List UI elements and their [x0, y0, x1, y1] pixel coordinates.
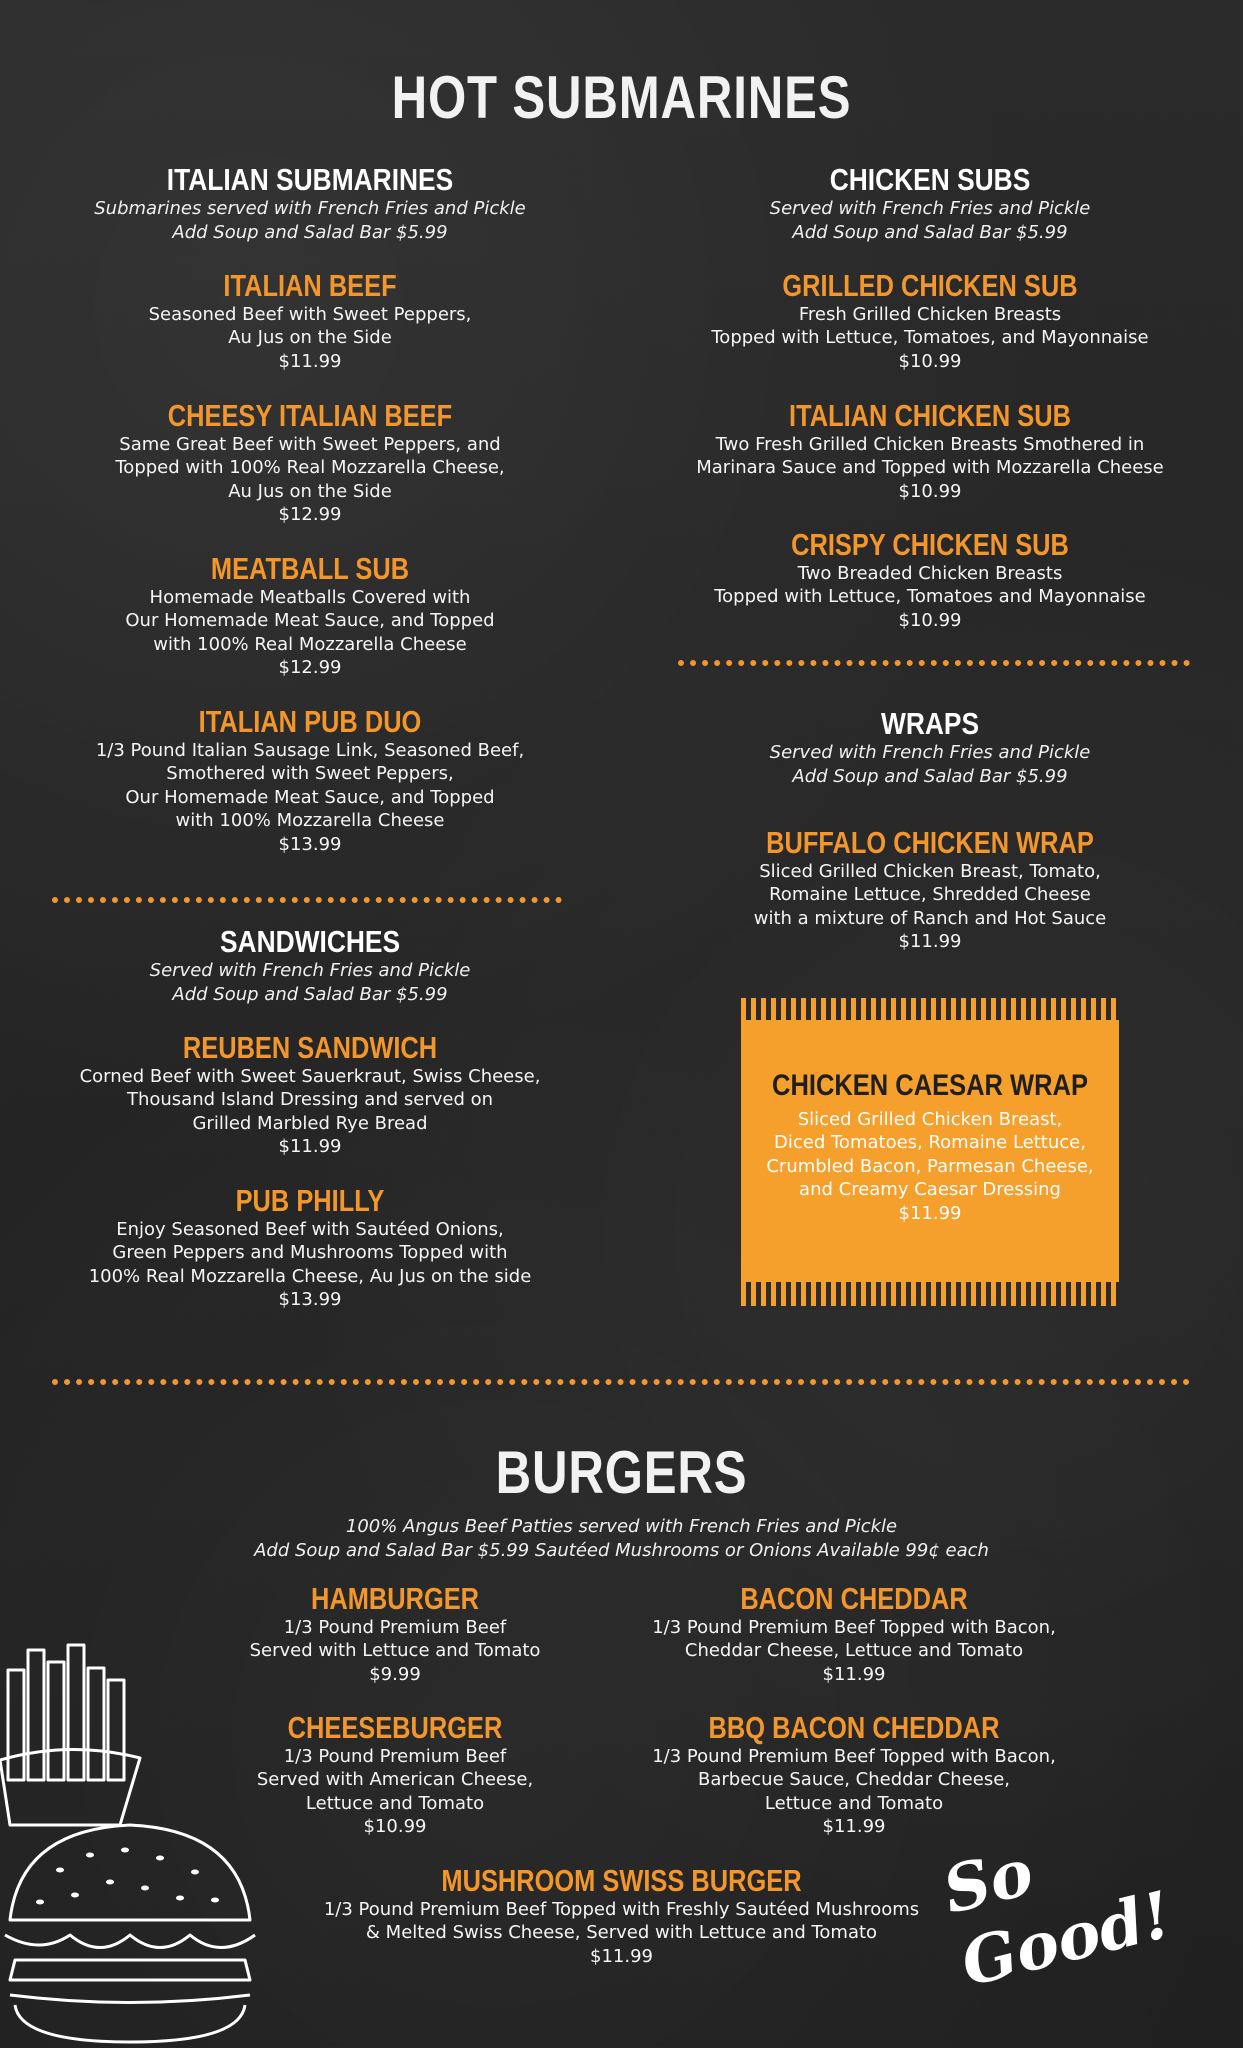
burger-illustration: [0, 1810, 275, 2048]
item-description: Two Fresh Grilled Chicken Breasts Smothered in Marinara Sauce and Topped with Mozzarella Cheese: [696, 433, 1164, 479]
menu-item: [670, 400, 1190, 503]
featured-item-panel: [741, 1020, 1119, 1282]
section-title: CHICKEN SUBS: [829, 162, 1031, 197]
item-name: ITALIAN BEEF: [223, 268, 397, 303]
menu-item: [50, 553, 570, 680]
section-note: Served with French Fries and Pickle: [769, 741, 1091, 763]
item-price: $13.99: [278, 833, 342, 855]
section-note: Add Soup and Salad Bar $5.99: [172, 983, 448, 1005]
item-name: PUB PHILLY: [235, 1183, 385, 1218]
item-description: Homemade Meatballs Covered with Our Homemade Meat Sauce, and Topped with 100% Real Mozzarella Cheese: [125, 586, 495, 655]
item-description: Two Breaded Chicken Breasts Topped with Lettuce, Tomatoes and Mayonnaise: [714, 562, 1146, 608]
item-description: 1/3 Pound Premium Beef Topped with Freshly Sautéed Mushrooms & Melted Swiss Cheese, Served with Lettuce and Tomato: [323, 1898, 920, 1944]
section-note: Add Soup and Salad Bar $5.99: [792, 221, 1068, 243]
item-name: CRISPY CHICKEN SUB: [791, 527, 1069, 562]
item-name: HAMBURGER: [310, 1581, 480, 1616]
item-name: MEATBALL SUB: [210, 551, 410, 586]
menu-item: [670, 827, 1190, 954]
item-name: BUFFALO CHICKEN WRAP: [766, 825, 1094, 860]
section-title: WRAPS: [880, 706, 980, 741]
item-price: $11.99: [278, 1136, 342, 1158]
menu-item: [200, 1583, 590, 1686]
sandwiches-section: [50, 926, 570, 1007]
item-description: Fresh Grilled Chicken Breasts Topped with Lettuce, Tomatoes, and Mayonnaise: [711, 303, 1149, 349]
item-description: 1/3 Pound Italian Sausage Link, Seasoned Beef, Smothered with Sweet Peppers, Our Homemade Meat Sauce, and Topped with 100% Mozzarella Cheese: [95, 739, 525, 832]
item-price: $11.99: [822, 1663, 886, 1685]
section-title: BURGERS: [495, 1439, 748, 1506]
item-price: $9.99: [369, 1663, 421, 1685]
menu-item: [614, 1712, 1094, 1839]
item-name: ITALIAN CHICKEN SUB: [789, 398, 1071, 433]
section-title: SANDWICHES: [219, 924, 401, 959]
wraps-section: [670, 708, 1190, 789]
item-price: $11.99: [590, 1945, 653, 1967]
section-note: Add Soup and Salad Bar $5.99: [792, 765, 1068, 787]
item-name: MUSHROOM SWISS BURGER: [441, 1863, 802, 1898]
section-note: Served with French Fries and Pickle: [149, 959, 471, 981]
menu-item: [670, 270, 1190, 373]
tagline: So Good!: [936, 1834, 1179, 2002]
item-price: $12.99: [278, 657, 342, 679]
chicken-subs-section: [670, 164, 1190, 245]
item-name: BACON CHEDDAR: [740, 1581, 968, 1616]
burgers-section: [0, 1439, 1243, 1506]
section-title: ITALIAN SUBMARINES: [166, 162, 454, 197]
item-description: 1/3 Pound Premium Beef Served with American Cheese, Lettuce and Tomato: [256, 1745, 534, 1814]
item-price: $10.99: [898, 480, 962, 502]
item-description: Enjoy Seasoned Beef with Sautéed Onions, Green Peppers and Mushrooms Topped with 100% Real Mozzarella Cheese, Au Jus on the side: [88, 1218, 532, 1287]
section-note: Add Soup and Salad Bar $5.99: [172, 221, 448, 243]
dotted-divider: [678, 660, 1190, 666]
item-description: Seasoned Beef with Sweet Peppers, Au Jus on the Side: [148, 303, 472, 349]
item-price: $10.99: [898, 609, 962, 631]
item-description: 1/3 Pound Premium Beef Served with Lettuce and Tomato: [249, 1616, 541, 1662]
item-name: BBQ BACON CHEDDAR: [708, 1710, 1000, 1745]
menu-item: [670, 529, 1190, 632]
item-price: $11.99: [278, 350, 342, 372]
item-price: $10.99: [363, 1816, 427, 1838]
item-price: $12.99: [278, 504, 342, 526]
item-name: REUBEN SANDWICH: [182, 1030, 438, 1065]
item-price: $11.99: [822, 1816, 886, 1838]
fries-illustration: [0, 1640, 150, 1830]
item-price: $11.99: [898, 931, 962, 953]
menu-item: [50, 270, 570, 373]
dotted-divider: [52, 897, 562, 903]
item-description: 1/3 Pound Premium Beef Topped with Bacon, Barbecue Sauce, Cheddar Cheese, Lettuce and Tomato: [652, 1745, 1056, 1814]
menu-item: [50, 1032, 570, 1159]
fringe-bottom: [741, 1280, 1119, 1306]
item-price: $13.99: [278, 1289, 342, 1311]
menu-item: [614, 1583, 1094, 1686]
section-note: Submarines served with French Fries and Pickle: [94, 197, 526, 219]
menu-item: [50, 400, 570, 527]
item-description: Same Great Beef with Sweet Peppers, and Topped with 100% Real Mozzarella Cheese, Au Jus on the Side: [115, 433, 505, 502]
menu-item: [50, 706, 570, 856]
burgers-notes: [0, 1515, 1243, 1563]
item-description: Sliced Grilled Chicken Breast, Diced Tomatoes, Romaine Lettuce, Crumbled Bacon, Parmesan Cheese, and Creamy Caesar Dressing: [766, 1108, 1094, 1200]
item-description: Corned Beef with Sweet Sauerkraut, Swiss Cheese, Thousand Island Dressing and served on Grilled Marbled Rye Bread: [79, 1065, 541, 1134]
item-description: 1/3 Pound Premium Beef Topped with Bacon, Cheddar Cheese, Lettuce and Tomato: [652, 1616, 1056, 1662]
item-price: $10.99: [898, 350, 962, 372]
section-note: Add Soup and Salad Bar $5.99 Sautéed Mushrooms or Onions Available 99¢ each: [254, 1540, 989, 1561]
section-note: Served with French Fries and Pickle: [769, 197, 1091, 219]
item-price: $11.99: [898, 1202, 962, 1224]
item-name: GRILLED CHICKEN SUB: [782, 268, 1078, 303]
item-name: CHEESEBURGER: [287, 1710, 503, 1745]
item-name: CHEESY ITALIAN BEEF: [167, 398, 453, 433]
section-note: 100% Angus Beef Patties served with French Fries and Pickle: [345, 1516, 898, 1537]
item-description: Sliced Grilled Chicken Breast, Tomato, Romaine Lettuce, Shredded Cheese with a mixture of Ranch and Hot Sauce: [753, 860, 1107, 929]
item-name: ITALIAN PUB DUO: [198, 704, 422, 739]
item-name: CHICKEN CAESAR WRAP: [772, 1069, 1088, 1102]
dotted-divider: [52, 1379, 1190, 1385]
page-title: HOT SUBMARINES: [391, 64, 852, 131]
italian-submarines-section: [50, 164, 570, 245]
fringe-top: [741, 998, 1119, 1024]
menu-item: [280, 1865, 963, 1968]
menu-item: [50, 1185, 570, 1312]
